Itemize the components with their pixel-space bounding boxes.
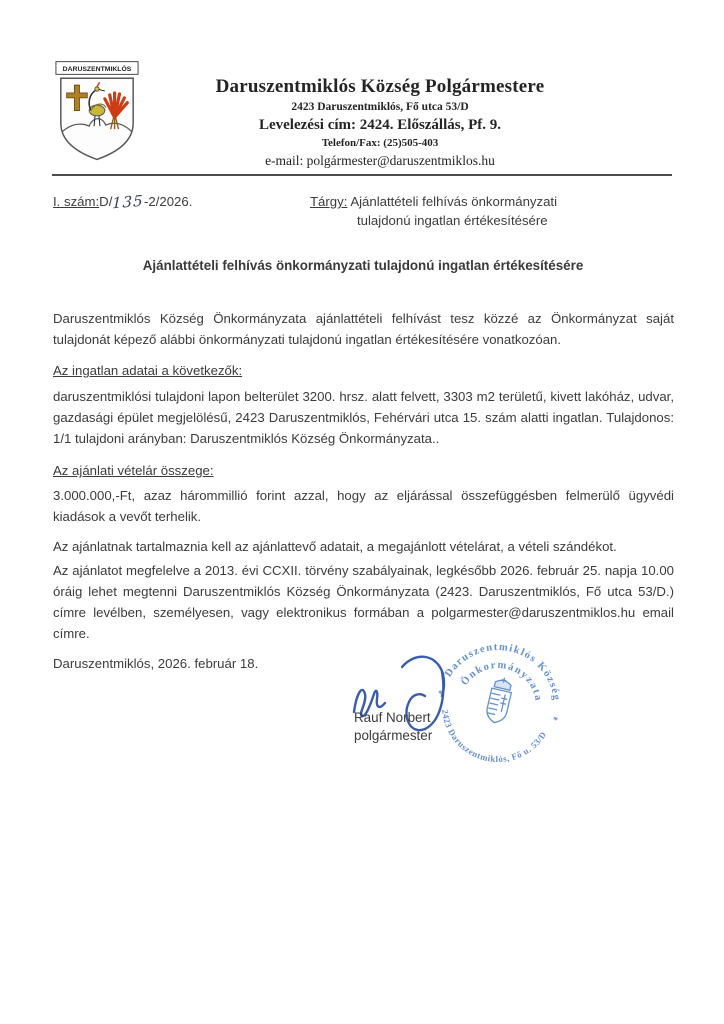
file-number-handwritten: 135 xyxy=(112,191,145,213)
file-number xyxy=(53,192,192,212)
signatory-block xyxy=(354,709,432,745)
municipal-coat-of-arms xyxy=(53,60,141,164)
letterhead-mailing-address: Levelezési cím: 2424. Előszállás, Pf. 9. xyxy=(258,117,502,133)
letterhead-title: Daruszentmiklós Község Polgármestere xyxy=(215,76,545,97)
file-number-prefix: D/ xyxy=(99,194,113,209)
paragraph-price: 3.000.000,-Ft, azaz hárommillió forint azzal, hogy az eljárással összefüggésben felmerülő ügyvédi kiadások a vevőt terhelik. xyxy=(53,488,674,524)
stamp-ring-top-text: Daruszentmiklós Község xyxy=(443,641,562,703)
signatory-role: polgármester xyxy=(354,728,433,743)
file-number-label: I. szám: xyxy=(53,194,100,209)
subject-line1: Ajánlattételi felhívás önkormányzati xyxy=(350,194,558,209)
stamp-separator-right: * xyxy=(551,714,559,727)
document-title: Ajánlattételi felhívás önkormányzati tulajdonú ingatlan értékesítésére xyxy=(142,258,584,273)
crest-banner-label: DARUSZENTMIKLÓS xyxy=(62,65,132,73)
file-number-suffix: -2/2026. xyxy=(144,194,193,209)
document-body xyxy=(53,308,674,674)
letterhead-email: e-mail: polgármester@daruszentmiklos.hu xyxy=(265,153,495,168)
subject-label: Tárgy: xyxy=(310,194,348,209)
paragraph-intro: Daruszentmiklós Község Önkormányzata ajánlattételi felhívást tesz közzé az Önkormányzat saját tulajdonát képező alábbi önkormányzati tulajdonú ingatlan értékesítésére vonatkozóan. xyxy=(53,311,674,347)
subject-line2: tulajdonú ingatlan értékesítésére xyxy=(357,213,548,228)
stamp-separator-left: * xyxy=(436,688,444,701)
stamp-emblem-icon xyxy=(484,675,514,724)
stamp-ring-bottom-text: 2423 Daruszentmiklós, Fő u. 53/D xyxy=(440,708,549,765)
stamp-inner-text: Önkormányzata xyxy=(459,659,544,703)
paragraph-deadline: Az ajánlatot megfelelve a 2013. évi CCXII. törvény szabályainak, legkésőbb 2026. február 25. napja 10.00 óráig lehet megtenni Daruszentmiklós Község Önkormányzata (2423. Daruszentmiklós, Fő utca 53/D.) címre levélben, személyesen, vagy elektronikus formában a polgarmester@daruszentmiklos.hu email címre. xyxy=(53,563,674,641)
section-heading-price: Az ajánlati vételár összege: xyxy=(53,463,214,478)
subject-block xyxy=(310,192,650,230)
paragraph-property-details: daruszentmiklósi tulajdoni lapon belterület 3200. hrsz. alatt felvett, 3303 m2 területű, kivett lakóház, udvar, gazdasági épület megjelölésű, 2423 Daruszentmiklós, Fehérvári utca 15. szám alatti ingatlan. Tulajdonos: 1/1 tulajdoni arányban: Daruszentmiklós Község Önkormányzata.. xyxy=(53,389,674,446)
letterhead-address: 2423 Daruszentmiklós, Fő utca 53/D xyxy=(291,101,469,113)
paragraph-offer-contents: Az ajánlatnak tartalmaznia kell az ajánlattevő adatait, a megajánlott vételárat, a vételi szándékot. xyxy=(53,539,617,554)
letterhead xyxy=(150,76,610,169)
dateline: Daruszentmiklós, 2026. február 18. xyxy=(53,656,259,671)
letterhead-phone: Telefon/Fax: (25)505-403 xyxy=(321,137,439,149)
signatory-name: Rauf Norbert xyxy=(354,710,431,725)
section-heading-property-data: Az ingatlan adatai a következők: xyxy=(53,363,243,378)
header-divider xyxy=(52,174,672,176)
